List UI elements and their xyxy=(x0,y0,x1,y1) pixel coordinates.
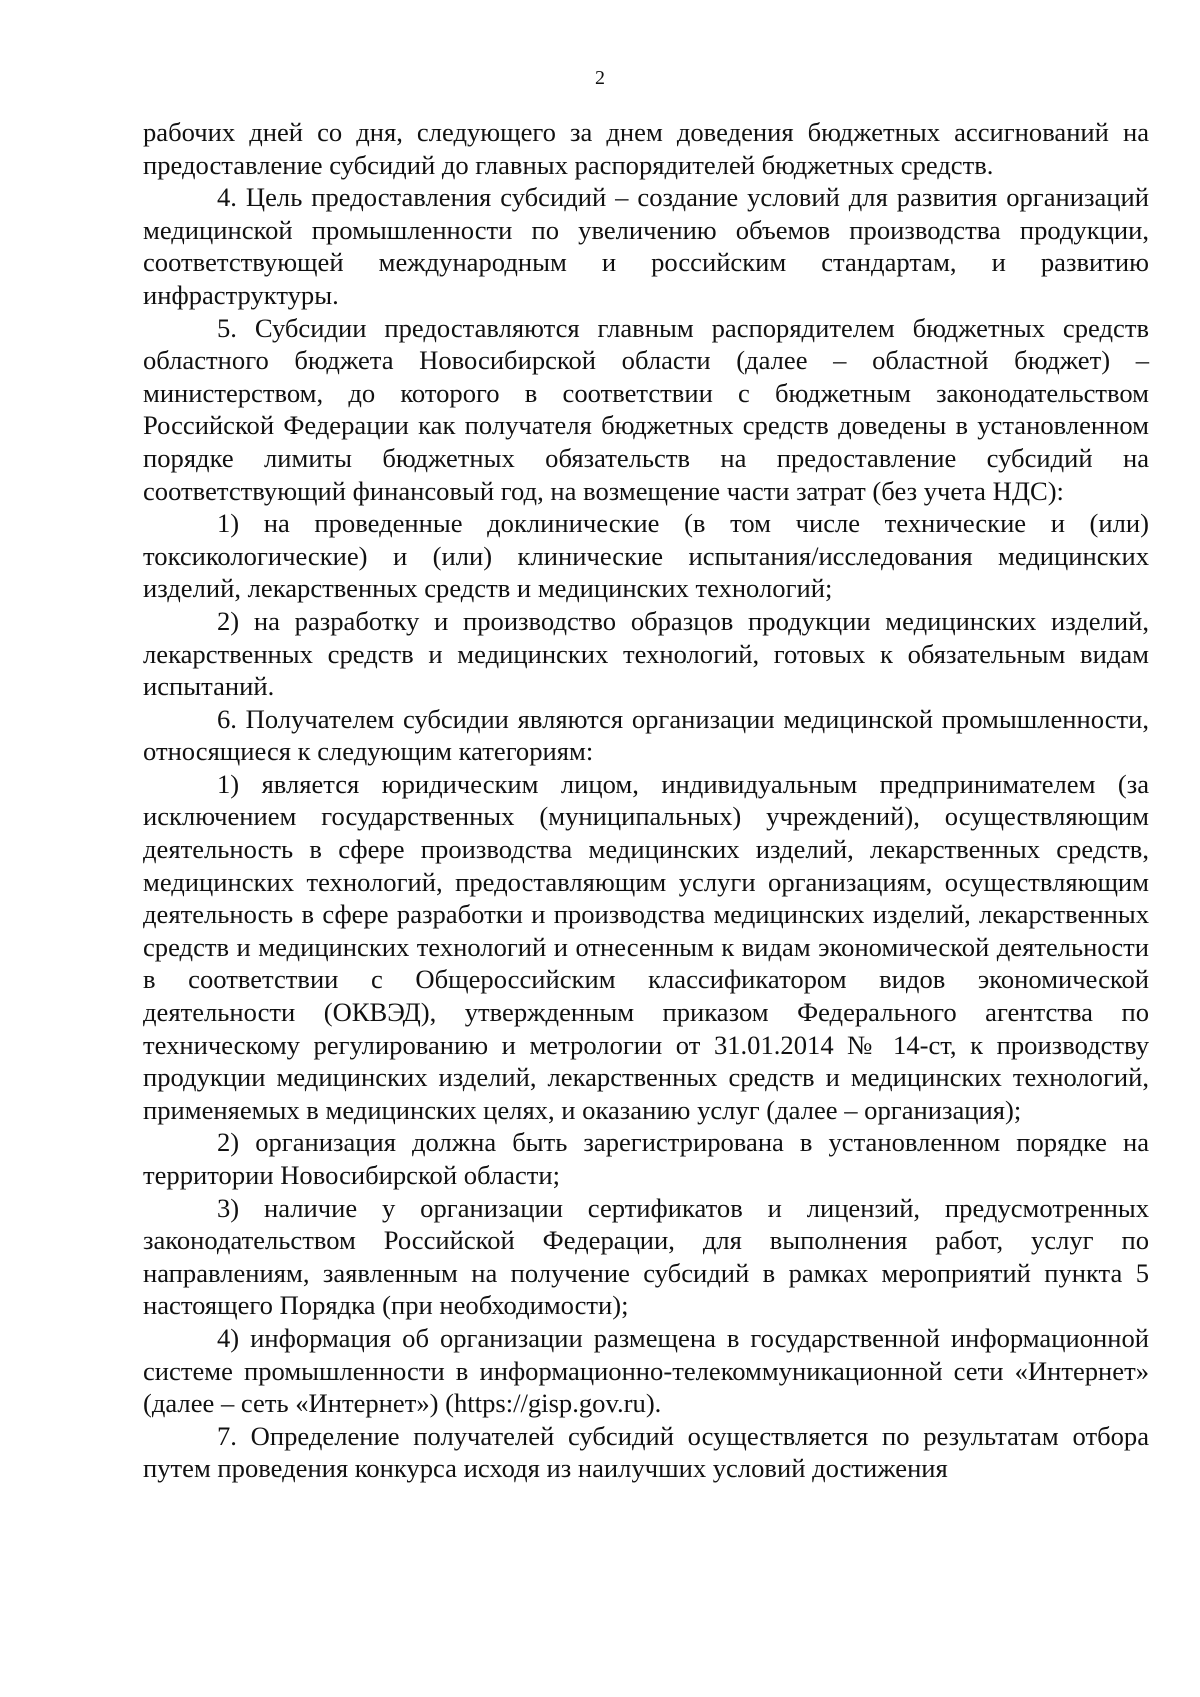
paragraph-item-7: 7. Определение получателей субсидий осуществляется по результатам отбора путем проведения конкурса исходя из наилучших условий достижения xyxy=(143,1420,1149,1484)
paragraph-item-6-3: 3) наличие у организации сертификатов и лицензий, предусмотренных законодательством Российской Федерации, для выполнения работ, услуг по направлениям, заявленным на получение субсидий в рамках мероприятий пункта 5 настоящего Порядка (при необходимости); xyxy=(143,1192,1149,1321)
paragraph-item-6-4: 4) информация об организации размещена в государственной информационной системе промышленности в информационно-телекоммуникационной сети «Интернет» (далее – сеть «Интернет») (https://gisp.gov.ru). xyxy=(143,1322,1149,1419)
paragraph-item-6-2: 2) организация должна быть зарегистрирована в установленном порядке на территории Новосибирской области; xyxy=(143,1127,1149,1190)
paragraph-item-5-2: 2) на разработку и производство образцов продукции медицинских изделий, лекарственных средств и медицинских технологий, готовых к обязательным видам испытаний. xyxy=(143,605,1149,702)
paragraph-item-6: 6. Получателем субсидии являются организации медицинской промышленности, относящиеся к следующим категориям: xyxy=(143,703,1149,767)
paragraph-item-5-1: 1) на проведенные доклинические (в том числе технические и (или) токсикологические) и (или) клинические испытания/исследования медицинских изделий, лекарственных средств и медицинских технологий; xyxy=(143,508,1149,604)
page-number: 2 xyxy=(595,67,605,89)
paragraph-item-5: 5. Субсидии предоставляются главным распорядителем бюджетных средств областного бюджета Новосибирской области (далее – областной бюджет) – министерством, до которого в соответствии с бюджетным законодательством Российской Федерации как получателя бюджетных средств доведены в установленном порядке лимиты бюджетных обязательств на предоставление субсидий на соответствующий финансовый год, на возмещение части затрат (без учета НДС): xyxy=(143,312,1149,506)
document-body xyxy=(143,116,1149,1485)
paragraph-continuation: рабочих дней со дня, следующего за днем доведения бюджетных ассигнований на предоставление субсидий до главных распорядителей бюджетных средств. xyxy=(143,117,1149,180)
paragraph-item-6-1: 1) является юридическим лицом, индивидуальным предпринимателем (за исключением государственных (муниципальных) учреждений), осуществляющим деятельность в сфере производства медицинских изделий, лекарственных средств, медицинских технологий, предоставляющим услуги организациям, осуществляющим деятельность в сфере разработки и производства медицинских изделий, лекарственных средств и медицинских технологий и отнесенным к видам экономической деятельности в соответствии с Общероссийским классификатором видов экономической деятельности (ОКВЭД), утвержденным приказом Федерального агентства по техническому регулированию и метрологии от 31.01.2014 № 14-ст, к производству продукции медицинских изделий, лекарственных средств и медицинских технологий, применяемых в медицинских целях, и оказанию услуг (далее – организация); xyxy=(143,768,1149,1125)
paragraph-item-4: 4. Цель предоставления субсидий – создание условий для развития организаций медицинской промышленности по увеличению объемов производства продукции, соответствующей международным и российским стандартам, и развитию инфраструктуры. xyxy=(143,182,1149,310)
